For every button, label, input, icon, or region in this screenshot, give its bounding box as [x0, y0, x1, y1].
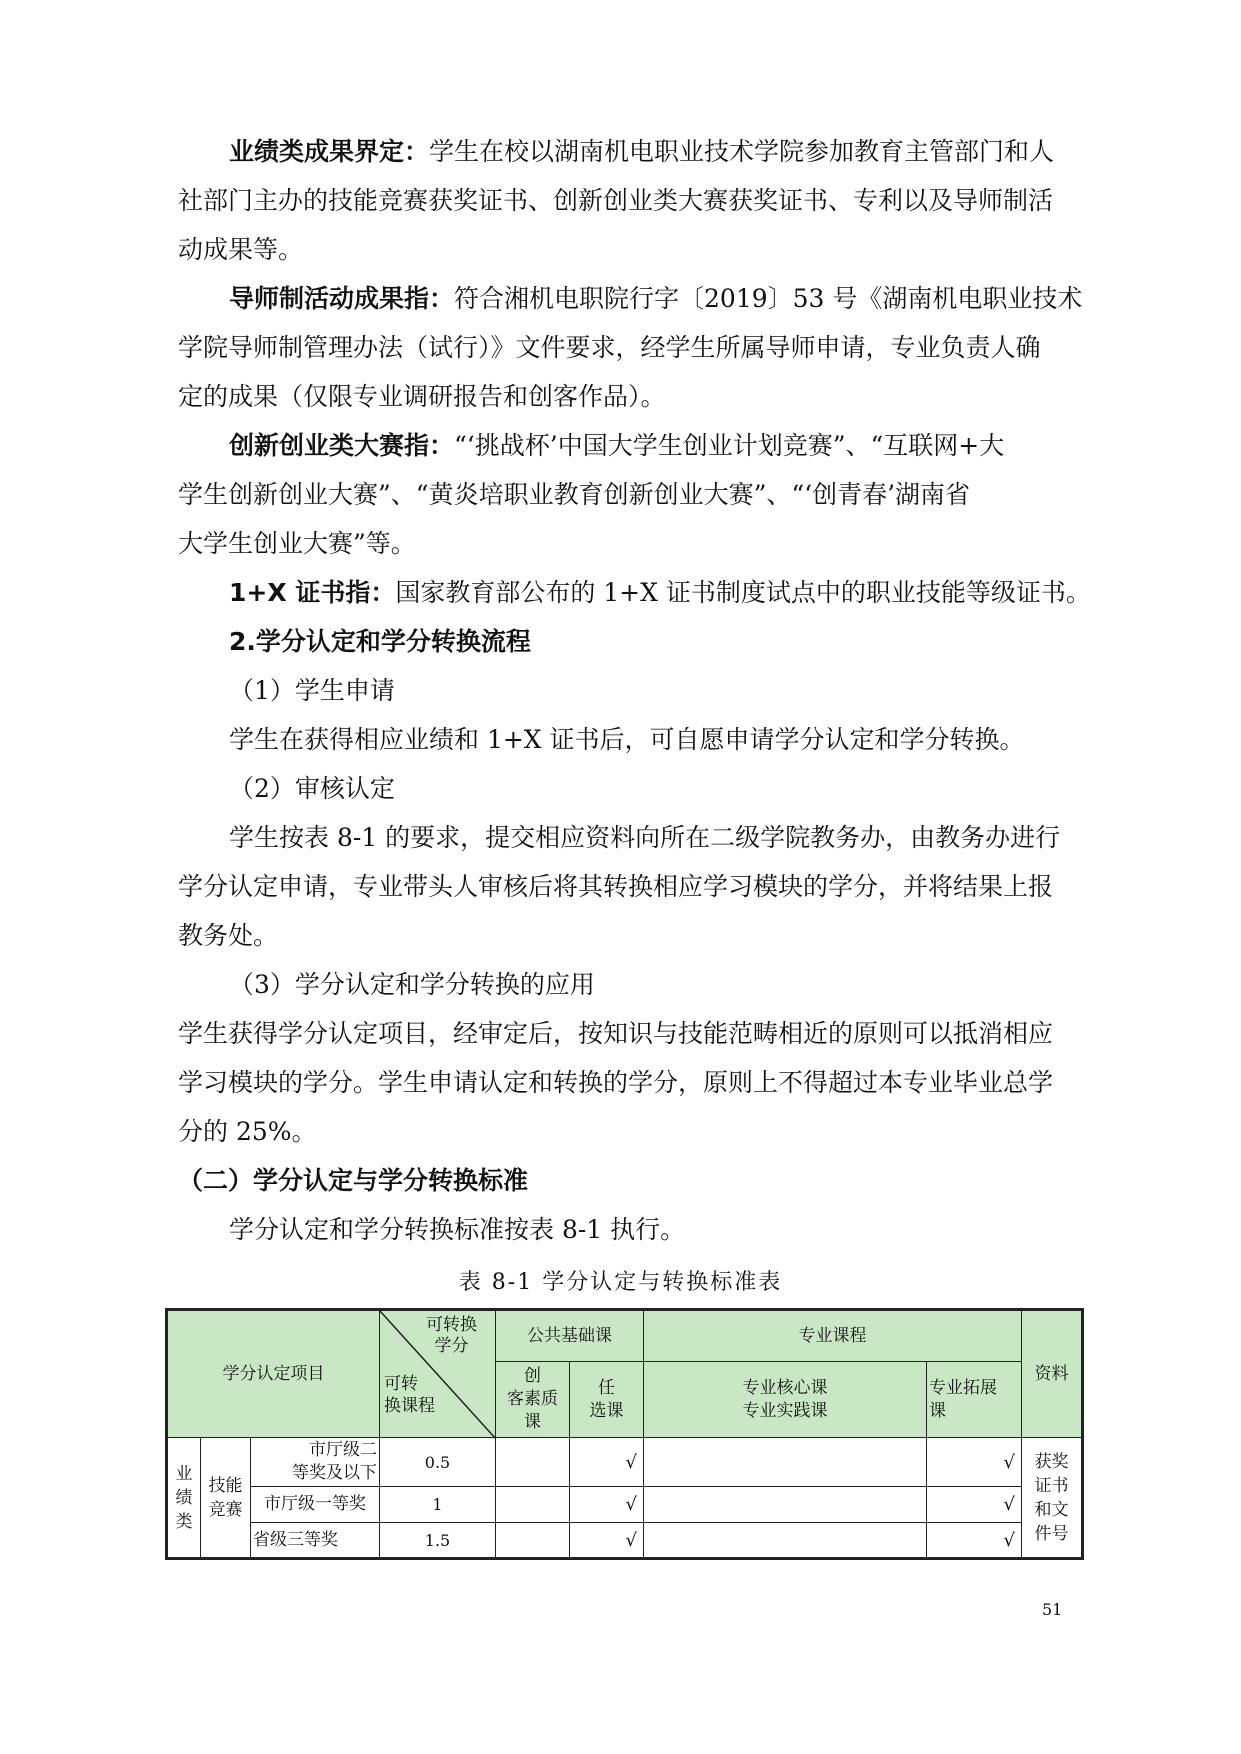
row-level: 市厅级一等奖 [251, 1487, 380, 1523]
header-transferable-course-text: 可转 换课程 [384, 1374, 435, 1416]
text: 学生在校以湖南机电职业技术学院参加教育主管部门和人 [429, 137, 1055, 166]
credit-standard-table [165, 1308, 1084, 1560]
subheading-application: （3）学分认定和学分转换的应用 [229, 970, 595, 999]
row-elective-check: √ [570, 1487, 644, 1523]
paragraph-mentor-line-3: 定的成果（仅限专业调研报告和创客作品）。 [178, 382, 666, 411]
paragraph-standard: 学分认定和学分转换标准按表 8-1 执行。 [229, 1215, 686, 1244]
page-number: 51 [1042, 1600, 1063, 1619]
paragraph-application-line-2: 学习模块的学分。学生申请认定和转换的学分，原则上不得超过本专业毕业总学 [178, 1068, 1054, 1097]
paragraph-apply: 学生在获得相应业绩和 1+X 证书后，可自愿申请学分认定和学分转换。 [229, 725, 1025, 754]
table-row [167, 1523, 1083, 1559]
header-core-course: 专业核心课 专业实践课 [644, 1362, 927, 1438]
paragraph-application-line-3: 分的 25%。 [178, 1117, 317, 1146]
term-innovation: 创新创业类大赛指： [229, 431, 455, 460]
credit-table-container [165, 1308, 1081, 1560]
paragraph-1x-certificate [229, 578, 1091, 608]
header-transferable-credit [426, 1315, 477, 1357]
material-value: 获奖 证书 和文 件号 [1022, 1438, 1083, 1559]
paragraph-innovation-line-3: 大学生创业大赛”等。 [178, 529, 416, 558]
paragraph-review-line-1: 学生按表 8-1 的要求，提交相应资料向所在二级学院教务办，由教务办进行 [229, 823, 1061, 852]
paragraph-innovation-line-1 [229, 431, 1004, 461]
paragraph-application-line-1: 学生获得学分认定项目，经审定后，按知识与技能范畴相近的原则可以抵消相应 [178, 1019, 1054, 1048]
row-innovation [496, 1487, 570, 1523]
header-diagonal-cell [380, 1310, 496, 1438]
term-1x: 1+X 证书指： [229, 578, 396, 607]
header-elective-course: 任 选课 [570, 1362, 644, 1438]
row-core [644, 1523, 927, 1559]
header-major-courses: 专业课程 [644, 1310, 1022, 1362]
paragraph-innovation-line-2: 学生创新创业大赛”、“黄炎培职业教育创新创业大赛”、“‘创青春’湖南省 [178, 480, 971, 509]
subheading-review: （2）审核认定 [229, 774, 395, 803]
table-row [167, 1438, 1083, 1487]
header-public-courses: 公共基础课 [496, 1310, 644, 1362]
header-material: 资料 [1022, 1310, 1083, 1438]
term-mentor: 导师制活动成果指： [229, 284, 455, 313]
row-innovation [496, 1438, 570, 1487]
row-credit: 1.5 [380, 1523, 496, 1559]
group-performance: 业 绩 类 [167, 1438, 201, 1559]
row-level: 省级三等奖 [251, 1523, 380, 1559]
paragraph-review-line-3: 教务处。 [178, 921, 279, 950]
paragraph-performance-line-2: 社部门主办的技能竞赛获奖证书、创新创业类大赛获奖证书、专利以及导师制活 [178, 186, 1054, 215]
row-level: 市厅级二 等奖及以下 [251, 1438, 380, 1487]
table-row [167, 1487, 1083, 1523]
paragraph-review-line-2: 学分认定申请，专业带头人审核后将其转换相应学习模块的学分，并将结果上报 [178, 872, 1054, 901]
heading-process: 2.学分认定和学分转换流程 [229, 627, 531, 656]
paragraph-mentor-line-2: 学院导师制管理办法（试行）》文件要求，经学生所属导师申请，专业负责人确 [178, 333, 1041, 362]
paragraph-performance-line-1 [229, 137, 1054, 167]
text: “‘挑战杯’中国大学生创业计划竞赛”、“互联网+大 [454, 431, 1005, 460]
row-innovation [496, 1523, 570, 1559]
row-credit: 0.5 [380, 1438, 496, 1487]
row-core [644, 1438, 927, 1487]
subheading-apply: （1）学生申请 [229, 676, 395, 705]
header-transferable-course [384, 1373, 435, 1417]
row-expand-check: √ [927, 1438, 1022, 1487]
table-header-row-1 [167, 1310, 1083, 1362]
header-transferable-credit-text: 可转换 学分 [426, 1315, 477, 1356]
term-performance: 业绩类成果界定： [229, 137, 430, 166]
paragraph-mentor-line-1 [229, 284, 1082, 314]
table-caption: 表 8-1 学分认定与转换标准表 [458, 1270, 783, 1295]
header-innovation-course: 创 客素质 课 [496, 1362, 570, 1438]
group-skill-contest: 技能 竞赛 [201, 1438, 251, 1559]
row-credit: 1 [380, 1487, 496, 1523]
row-expand-check: √ [927, 1523, 1022, 1559]
text: 符合湘机电职院行字〔2019〕53 号《湖南机电职业技术 [454, 284, 1083, 313]
row-core [644, 1487, 927, 1523]
row-expand-check: √ [927, 1487, 1022, 1523]
row-elective-check: √ [570, 1523, 644, 1559]
section-heading-standard: （二）学分认定与学分转换标准 [178, 1166, 529, 1195]
header-item: 学分认定项目 [167, 1310, 380, 1438]
header-expand-course: 专业拓展 课 [927, 1362, 1022, 1438]
paragraph-performance-line-3: 动成果等。 [178, 235, 304, 264]
row-elective-check: √ [570, 1438, 644, 1487]
text: 国家教育部公布的 1+X 证书制度试点中的职业技能等级证书。 [395, 578, 1091, 607]
